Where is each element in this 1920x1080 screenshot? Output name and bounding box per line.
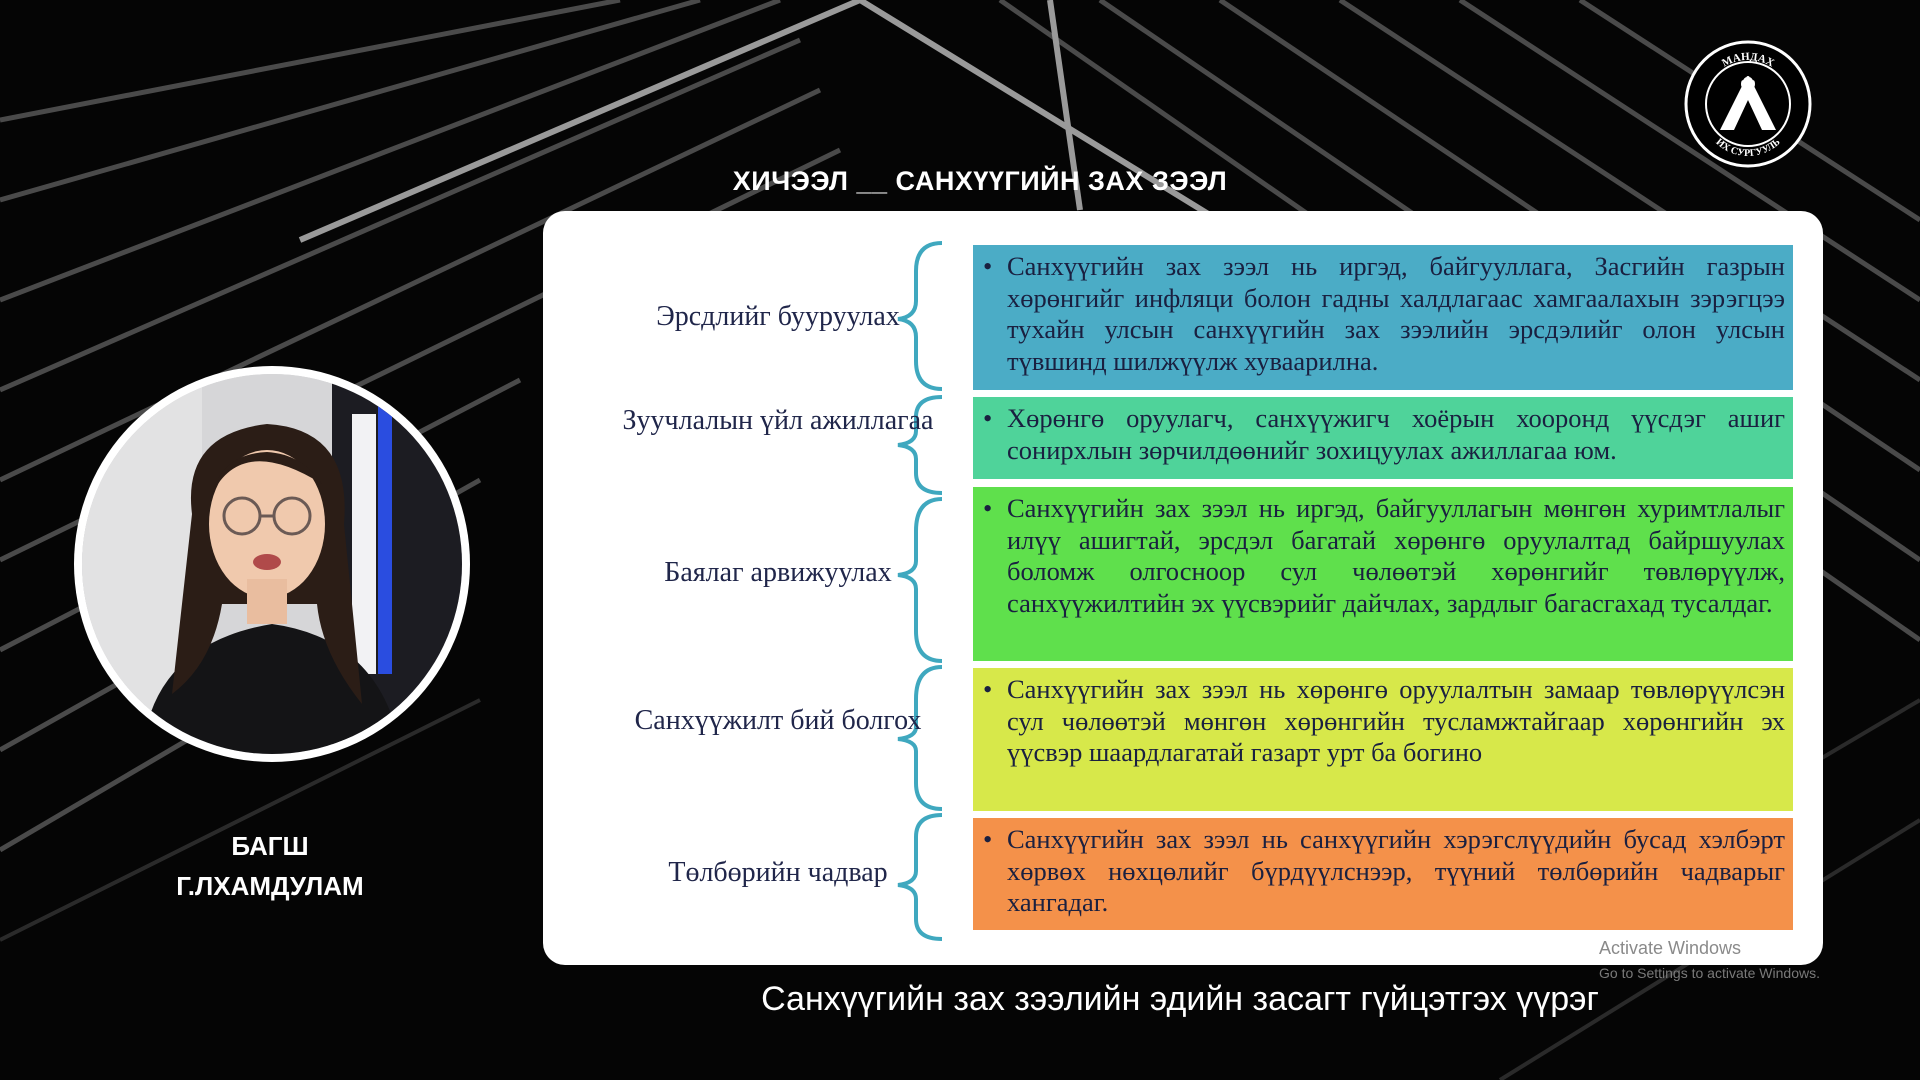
- row-label-intermediation: Зуучлалын үйл ажиллагаа: [622, 405, 934, 436]
- bullet-icon: •: [983, 493, 993, 523]
- row-box-financing: [973, 668, 1793, 811]
- svg-text:МАНДАХ: МАНДАХ: [1720, 50, 1777, 70]
- row-label-risk: Эрсдлийг бууруулах: [656, 301, 900, 332]
- teacher-name: Г.ЛХАМДУЛАМ: [176, 871, 364, 901]
- activate-windows-title: Activate Windows: [1599, 938, 1742, 958]
- bullet-icon: •: [983, 403, 993, 433]
- bullet-icon: •: [983, 674, 993, 704]
- row-text-solvency: Санхүүгийн зах зээл нь санхүүгийн хэрэгслүүдийн бусад хэлбэрт хөрвөх нөхцөлийг бүрдүүлснээр, түүний төлбөрийн чадварыг хангадаг.: [1007, 824, 1785, 917]
- activate-windows-hint: Go to Settings to activate Windows.: [1599, 965, 1820, 981]
- row-text-intermediation: Хөрөнгө оруулагч, санхүүжигч хоёрын хооронд үүсдэг ашиг сонирхлын зөрчилдөөнийг зохицуулах ажиллагаа юм.: [1007, 403, 1785, 465]
- presenter-avatar: [82, 374, 462, 754]
- row-text-wealth: Санхүүгийн зах зээл нь иргэд, байгууллагын мөнгөн хуримтлалыг илүү ашигтай, эрсдэл багатай хөрөнгө оруулалтад байршуулах боломж олгосноор сул чөлөөтэй хөрөнгийг төвлөрүүлж, санхүүжилтийн эх үүсвэрийг дайчлах, зардлыг багасгахад тусалдаг.: [1007, 493, 1785, 618]
- row-box-risk: [973, 245, 1793, 390]
- svg-text:ИХ СУРГУУЛЬ: ИХ СУРГУУЛЬ: [1713, 136, 1783, 160]
- row-label-solvency: Төлбөрийн чадвар: [668, 857, 888, 888]
- row-label-wealth: Баялаг арвижуулах: [664, 557, 892, 588]
- row-box-wealth: [973, 487, 1793, 661]
- course-title: ХИЧЭЭЛ __ САНХҮҮГИЙН ЗАХ ЗЭЭЛ: [732, 166, 1228, 196]
- university-logo: [1684, 40, 1812, 168]
- svg-text:1992: 1992: [1737, 118, 1759, 128]
- row-text-risk: Санхүүгийн зах зээл нь иргэд, байгууллага, Засгийн газрын хөрөнгийг инфляци болон гадны халдлагаас хамгаалахын зэрэгцээ тухайн улсын санхүүгийн зах зээлийн эрсдэлийг олон улсын түвшинд шилжүүлж хуваарилна.: [1007, 251, 1785, 376]
- row-box-solvency: [973, 818, 1793, 930]
- row-box-intermediation: [973, 397, 1793, 479]
- bullet-icon: •: [983, 824, 993, 854]
- bullet-icon: •: [983, 251, 993, 281]
- presenter-video-frame: [74, 366, 470, 762]
- video-subtitle: Санхүүгийн зах зээлийн эдийн засагт гүйцэтгэх үүрэг: [761, 980, 1599, 1018]
- row-label-financing: Санхүүжилт бий болгох: [634, 705, 922, 736]
- row-text-financing: Санхүүгийн зах зээл нь хөрөнгө оруулалтын замаар төвлөрүүлсэн сул чөлөөтэй мөнгөн хөрөнгийн тусламжтайгаар хөрөнгийн эх үүсвэр шаардлагатай газарт урт ба богино: [1007, 674, 1785, 767]
- teacher-caption: [120, 826, 420, 906]
- slide-card: [543, 211, 1823, 965]
- teacher-role: БАГШ: [231, 831, 309, 861]
